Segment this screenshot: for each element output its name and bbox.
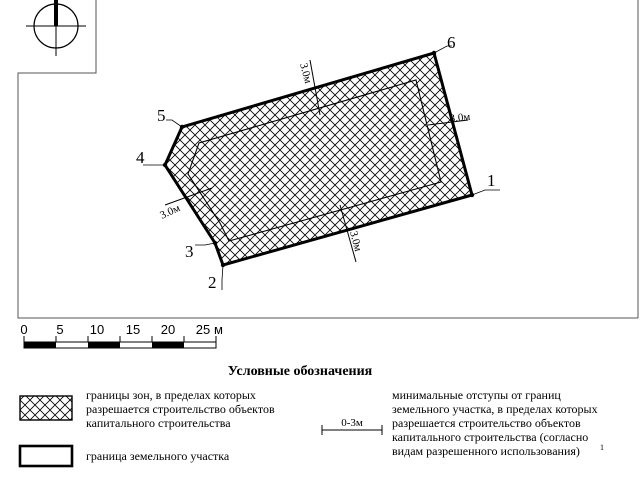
legend-boundary-swatch bbox=[20, 446, 72, 466]
legend-setback-line-5: видам разрешенного использования) bbox=[392, 444, 580, 458]
legend-zone-text bbox=[86, 388, 278, 430]
legend-footnote-mark: 1 bbox=[600, 443, 604, 452]
scale-unit: м bbox=[214, 322, 223, 337]
legend-setback-line-3: разрешается строительство объектов bbox=[392, 416, 581, 430]
scale-tick-20: 20 bbox=[160, 322, 176, 337]
point-label-2: 2 bbox=[208, 273, 217, 292]
scale-tick-25: 25 bbox=[195, 322, 211, 337]
point-label-3: 3 bbox=[185, 242, 194, 261]
legend-setback-line-4: капитального строительства (согласно bbox=[392, 430, 589, 444]
setback-label-top: 3.0м bbox=[297, 61, 315, 85]
scale-bar bbox=[24, 336, 216, 348]
scale-tick-5: 5 bbox=[56, 322, 64, 337]
legend-zone-line-2: разрешается строительство объектов bbox=[86, 402, 275, 416]
north-arrow-icon bbox=[26, 0, 86, 56]
scale-tick-10: 10 bbox=[89, 322, 105, 337]
point-label-6: 6 bbox=[447, 33, 456, 52]
legend-zone-line-3: капитального строительства bbox=[86, 416, 231, 430]
land-plot-boundary bbox=[165, 53, 472, 265]
legend-setback-line-2: земельного участка, в пределах которых bbox=[392, 402, 598, 416]
point-label-1: 1 bbox=[487, 171, 496, 190]
legend-boundary-text: граница земельного участка bbox=[86, 449, 230, 463]
scale-tick-15: 15 bbox=[125, 322, 141, 337]
setback-label-right: 3.0м bbox=[449, 110, 471, 125]
point-label-4: 4 bbox=[136, 148, 145, 167]
setback-label-bottom: 3.0м bbox=[347, 229, 365, 253]
legend-setback-sample: 0-3м bbox=[341, 417, 363, 429]
legend-setback-line-1: минимальные отступы от границ bbox=[392, 388, 561, 402]
legend-zone-line-1: границы зон, в пределах которых bbox=[86, 388, 256, 402]
legend-title: Условные обозначения bbox=[227, 364, 373, 379]
legend-setback-text bbox=[392, 388, 601, 458]
setback-label-left: 3.0м bbox=[158, 202, 183, 222]
scale-tick-0: 0 bbox=[20, 322, 28, 337]
point-label-5: 5 bbox=[157, 106, 166, 125]
legend-zone-swatch bbox=[20, 396, 72, 420]
